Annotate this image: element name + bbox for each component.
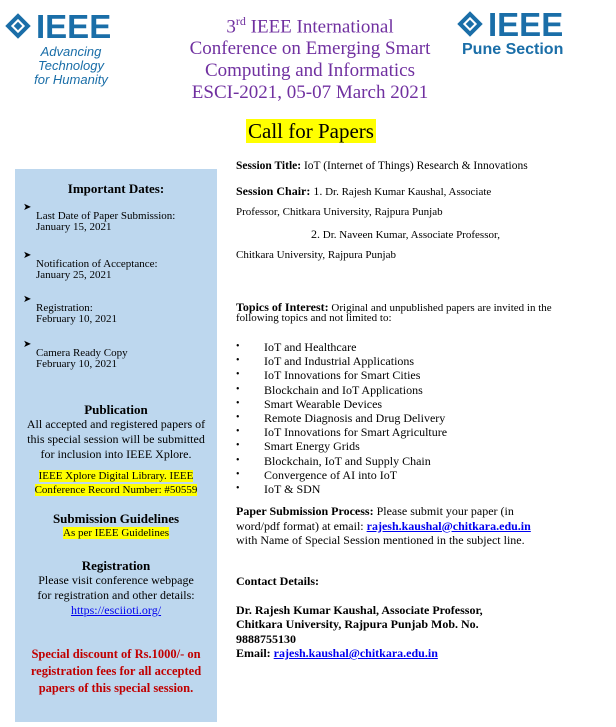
list-item: • Convergence of AI into IoT <box>236 468 447 482</box>
list-item: • IoT Innovations for Smart Agriculture <box>236 425 447 439</box>
list-item: • Smart Wearable Devices <box>236 397 447 411</box>
date-label: Notification of Acceptance: <box>36 258 158 270</box>
contact-email-link[interactable]: rajesh.kaushal@chitkara.edu.in <box>273 646 438 660</box>
contact-line-2: Chitkara University, Rajpura Punjab Mob. No. <box>236 617 479 631</box>
title-ordinal: 3 <box>226 16 236 38</box>
ieee-tagline-2: for Humanity <box>34 72 108 87</box>
ieee-wordmark: IEEE <box>488 6 564 43</box>
pune-section-label: Pune Section <box>462 41 564 58</box>
xplore-line-1: IEEE Xplore Digital Library. IEEE <box>38 470 194 482</box>
guidelines-heading: Submission Guidelines <box>52 511 180 526</box>
registration-text-1: Please visit conference webpage <box>38 573 194 587</box>
submission-label: Paper Submission Process: <box>236 504 374 518</box>
list-item: • IoT and Industrial Applications <box>236 354 447 368</box>
important-dates-heading: Important Dates: <box>67 181 165 196</box>
guidelines-text: As per IEEE Guidelines <box>63 527 169 539</box>
chair-2 <box>311 227 500 242</box>
discount-line-2: registration fees for all accepted <box>30 664 202 678</box>
registration-heading: Registration <box>81 558 151 573</box>
contact-section <box>236 574 483 661</box>
date-value: January 25, 2021 <box>36 269 112 281</box>
discount-line-3: papers of this special session. <box>38 681 194 695</box>
contact-email-label: Email: <box>236 646 274 660</box>
arrow-bullet-icon: ➤ <box>23 250 32 261</box>
chair-2-number: 2. <box>311 227 320 241</box>
ieee-tagline-1: Advancing Technology <box>37 44 104 73</box>
arrow-bullet-icon: ➤ <box>23 202 32 213</box>
submission-process <box>236 504 531 548</box>
title-ordinal-suffix: rd <box>235 14 246 28</box>
submission-text-1: Please submit your paper (in <box>373 504 514 518</box>
date-value: January 15, 2021 <box>36 221 112 233</box>
ieee-pune-logo <box>458 6 598 58</box>
topics-intro-1: Original and unpublished papers are invited in the <box>328 302 552 314</box>
list-item: • IoT Innovations for Smart Cities <box>236 368 447 382</box>
session-title <box>236 160 528 172</box>
contact-line-1: Dr. Rajesh Kumar Kaushal, Associate Professor, <box>236 602 483 617</box>
conference-title <box>150 10 470 104</box>
session-chair <box>236 184 491 199</box>
list-item: • Smart Energy Grids <box>236 439 447 453</box>
chair-2-line-1: Dr. Naveen Kumar, Associate Professor, <box>320 229 500 241</box>
sidebar-panel <box>15 169 217 722</box>
registration-text-2: for registration and other details: <box>37 588 195 602</box>
publication-section <box>15 402 217 697</box>
topics-list <box>236 340 447 496</box>
date-value: February 10, 2021 <box>36 313 117 325</box>
discount-line-1: Special discount of Rs.1000/- on <box>31 647 201 661</box>
publication-text: All accepted and registered papers of this special session will be submitted for inclusion into IEEE Xplore. <box>26 417 206 461</box>
session-title-value: IoT (Internet of Things) Research & Innovations <box>301 160 528 172</box>
session-title-label: Session Title: <box>236 160 302 172</box>
chair-2-line-2: Chitkara University, Rajpura Punjab <box>236 249 396 261</box>
list-item: • IoT & SDN <box>236 482 447 496</box>
date-value: February 10, 2021 <box>36 358 117 370</box>
date-label: Camera Ready Copy <box>36 347 128 359</box>
ieee-logo <box>6 8 136 87</box>
title-line-1: IEEE International <box>245 16 394 38</box>
registration-link[interactable]: https://esciioti.org/ <box>70 603 162 617</box>
title-line-2: Conference on Emerging Smart <box>189 38 431 60</box>
call-for-papers-heading: Call for Papers <box>248 119 374 143</box>
publication-heading: Publication <box>84 402 148 417</box>
ieee-wordmark: IEEE <box>36 8 112 45</box>
submission-email-link[interactable]: rajesh.kaushal@chitkara.edu.in <box>366 518 531 533</box>
title-line-4: ESCI-2021, 05-07 March 2021 <box>191 82 429 104</box>
chair-1-line-1: Dr. Rajesh Kumar Kaushal, Associate <box>322 186 492 198</box>
date-label: Registration: <box>36 302 93 314</box>
title-line-3: Computing and Informatics <box>204 60 416 82</box>
chair-1-number: 1. <box>310 184 323 198</box>
list-item: • Blockchain, IoT and Supply Chain <box>236 454 447 468</box>
chair-1-line-2: Professor, Chitkara University, Rajpura Punjab <box>236 206 443 218</box>
submission-text-3: with Name of Special Session mentioned in the subject line. <box>236 533 525 547</box>
arrow-bullet-icon: ➤ <box>23 339 32 350</box>
contact-phone: 9888755130 <box>236 631 296 646</box>
list-item: • IoT and Healthcare <box>236 340 447 354</box>
arrow-bullet-icon: ➤ <box>23 294 32 305</box>
ieee-diamond-icon <box>6 14 32 40</box>
list-item: • Blockchain and IoT Applications <box>236 383 447 397</box>
list-item: • Remote Diagnosis and Drug Delivery <box>236 411 447 425</box>
contact-heading: Contact Details: <box>236 574 319 588</box>
date-label: Last Date of Paper Submission: <box>36 210 176 222</box>
topics-intro-2: following topics and not limited to: <box>236 312 392 324</box>
submission-text-2: word/pdf format) at email: <box>236 518 367 533</box>
session-chair-label: Session Chair: <box>236 184 311 198</box>
xplore-line-2: Conference Record Number: #50559 <box>34 484 198 496</box>
topics-label: Topics of Interest: <box>236 300 329 314</box>
